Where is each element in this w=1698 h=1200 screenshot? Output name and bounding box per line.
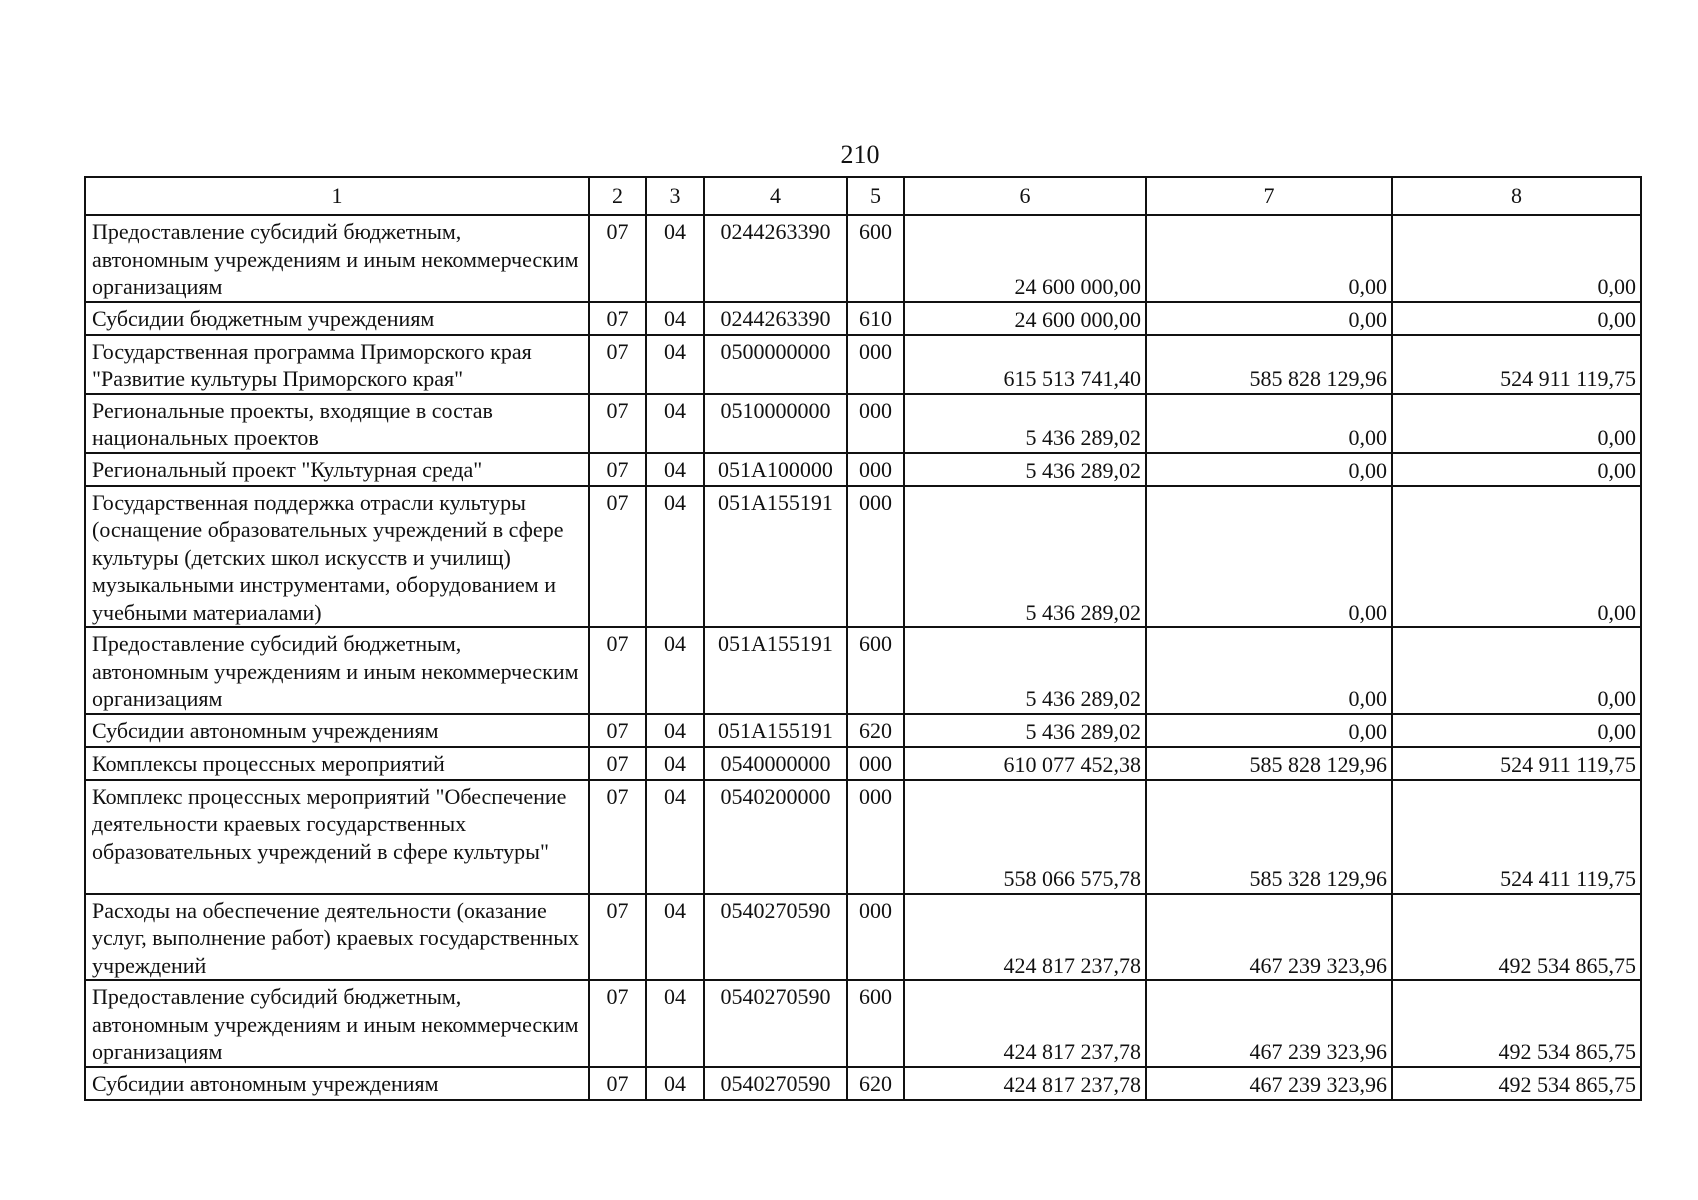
row-name-cell: Предоставление субсидий бюджетным, автономным учреждениям и иным некоммерческим организациям [85,215,589,302]
amount-col7-cell: 585 328 129,96 [1146,780,1392,894]
subsection-code-cell: 04 [646,302,704,335]
column-header: 4 [704,177,847,215]
subsection-code-cell: 04 [646,747,704,780]
amount-col6-cell: 24 600 000,00 [904,302,1146,335]
expense-type-cell: 000 [847,394,904,453]
target-article-cell: 0244263390 [704,215,847,302]
expense-type-cell: 620 [847,1067,904,1100]
amount-col8-cell: 492 534 865,75 [1392,980,1641,1067]
row-name-cell: Государственная поддержка отрасли культуры (оснащение образовательных учреждений в сфере культуры (детских школ искусств и училищ) музыкальными инструментами, оборудованием и учебными материалами) [85,486,589,628]
target-article-cell: 0500000000 [704,335,847,394]
table-row [85,780,1641,894]
amount-col6-cell: 424 817 237,78 [904,980,1146,1067]
amount-col8-cell: 492 534 865,75 [1392,1067,1641,1100]
section-code-cell: 07 [589,1067,646,1100]
amount-col7-cell: 0,00 [1146,627,1392,714]
table-row [85,335,1641,394]
row-name-cell: Предоставление субсидий бюджетным, автономным учреждениям и иным некоммерческим организациям [85,980,589,1067]
amount-col8-cell: 524 911 119,75 [1392,747,1641,780]
expense-type-cell: 600 [847,980,904,1067]
expense-type-cell: 000 [847,335,904,394]
expense-type-cell: 620 [847,714,904,747]
expense-type-cell: 610 [847,302,904,335]
target-article-cell: 051A155191 [704,627,847,714]
target-article-cell: 0540270590 [704,980,847,1067]
amount-col7-cell: 467 239 323,96 [1146,894,1392,981]
target-article-cell: 051A155191 [704,486,847,628]
section-code-cell: 07 [589,215,646,302]
target-article-cell: 051A100000 [704,453,847,486]
amount-col8-cell: 0,00 [1392,302,1641,335]
row-name-cell: Субсидии бюджетным учреждениям [85,302,589,335]
row-name-cell: Субсидии автономным учреждениям [85,714,589,747]
amount-col8-cell: 524 911 119,75 [1392,335,1641,394]
amount-col7-cell: 0,00 [1146,302,1392,335]
row-name-cell: Комплекс процессных мероприятий "Обеспечение деятельности краевых государственных образовательных учреждений в сфере культуры" [85,780,589,894]
section-code-cell: 07 [589,894,646,981]
amount-col6-cell: 424 817 237,78 [904,894,1146,981]
amount-col6-cell: 5 436 289,02 [904,714,1146,747]
table-header-row [85,177,1641,215]
row-name-cell: Расходы на обеспечение деятельности (оказание услуг, выполнение работ) краевых государственных учреждений [85,894,589,981]
table-row [85,394,1641,453]
column-header: 1 [85,177,589,215]
amount-col8-cell: 0,00 [1392,486,1641,628]
target-article-cell: 0540000000 [704,747,847,780]
section-code-cell: 07 [589,714,646,747]
expense-type-cell: 000 [847,747,904,780]
amount-col7-cell: 0,00 [1146,394,1392,453]
amount-col8-cell: 0,00 [1392,453,1641,486]
amount-col6-cell: 610 077 452,38 [904,747,1146,780]
amount-col8-cell: 0,00 [1392,394,1641,453]
table-row [85,627,1641,714]
amount-col6-cell: 615 513 741,40 [904,335,1146,394]
expense-type-cell: 600 [847,627,904,714]
table-row [85,302,1641,335]
amount-col7-cell: 0,00 [1146,714,1392,747]
subsection-code-cell: 04 [646,394,704,453]
column-header: 5 [847,177,904,215]
amount-col7-cell: 585 828 129,96 [1146,747,1392,780]
subsection-code-cell: 04 [646,215,704,302]
table-row [85,894,1641,981]
section-code-cell: 07 [589,627,646,714]
amount-col7-cell: 467 239 323,96 [1146,980,1392,1067]
amount-col8-cell: 0,00 [1392,627,1641,714]
amount-col6-cell: 558 066 575,78 [904,780,1146,894]
target-article-cell: 051A155191 [704,714,847,747]
row-name-cell: Региональный проект "Культурная среда" [85,453,589,486]
section-code-cell: 07 [589,453,646,486]
subsection-code-cell: 04 [646,780,704,894]
section-code-cell: 07 [589,747,646,780]
page-number: 210 [840,140,880,169]
section-code-cell: 07 [589,335,646,394]
subsection-code-cell: 04 [646,486,704,628]
amount-col6-cell: 424 817 237,78 [904,1067,1146,1100]
table-row [85,714,1641,747]
subsection-code-cell: 04 [646,894,704,981]
subsection-code-cell: 04 [646,627,704,714]
column-header: 6 [904,177,1146,215]
section-code-cell: 07 [589,394,646,453]
expense-type-cell: 600 [847,215,904,302]
row-name-cell: Комплексы процессных мероприятий [85,747,589,780]
amount-col8-cell: 0,00 [1392,714,1641,747]
amount-col6-cell: 5 436 289,02 [904,394,1146,453]
section-code-cell: 07 [589,780,646,894]
amount-col7-cell: 467 239 323,96 [1146,1067,1392,1100]
target-article-cell: 0540200000 [704,780,847,894]
subsection-code-cell: 04 [646,714,704,747]
amount-col8-cell: 492 534 865,75 [1392,894,1641,981]
column-header: 7 [1146,177,1392,215]
target-article-cell: 0244263390 [704,302,847,335]
table-row [85,980,1641,1067]
amount-col6-cell: 5 436 289,02 [904,453,1146,486]
table-row [85,747,1641,780]
row-name-cell: Субсидии автономным учреждениям [85,1067,589,1100]
target-article-cell: 0510000000 [704,394,847,453]
subsection-code-cell: 04 [646,980,704,1067]
row-name-cell: Предоставление субсидий бюджетным, автономным учреждениям и иным некоммерческим организациям [85,627,589,714]
section-code-cell: 07 [589,302,646,335]
row-name-cell: Государственная программа Приморского края "Развитие культуры Приморского края" [85,335,589,394]
target-article-cell: 0540270590 [704,894,847,981]
expense-type-cell: 000 [847,780,904,894]
subsection-code-cell: 04 [646,335,704,394]
subsection-code-cell: 04 [646,1067,704,1100]
expense-type-cell: 000 [847,894,904,981]
table-row [85,486,1641,628]
amount-col6-cell: 24 600 000,00 [904,215,1146,302]
amount-col7-cell: 0,00 [1146,215,1392,302]
column-header: 8 [1392,177,1641,215]
expense-type-cell: 000 [847,486,904,628]
column-header: 2 [589,177,646,215]
amount-col7-cell: 0,00 [1146,453,1392,486]
section-code-cell: 07 [589,486,646,628]
amount-col8-cell: 524 411 119,75 [1392,780,1641,894]
amount-col8-cell: 0,00 [1392,215,1641,302]
amount-col6-cell: 5 436 289,02 [904,627,1146,714]
target-article-cell: 0540270590 [704,1067,847,1100]
amount-col7-cell: 585 828 129,96 [1146,335,1392,394]
table-row [85,215,1641,302]
expense-type-cell: 000 [847,453,904,486]
column-header: 3 [646,177,704,215]
subsection-code-cell: 04 [646,453,704,486]
table-row [85,453,1641,486]
section-code-cell: 07 [589,980,646,1067]
amount-col7-cell: 0,00 [1146,486,1392,628]
amount-col6-cell: 5 436 289,02 [904,486,1146,628]
budget-table [84,176,1642,1101]
table-row [85,1067,1641,1100]
row-name-cell: Региональные проекты, входящие в состав национальных проектов [85,394,589,453]
